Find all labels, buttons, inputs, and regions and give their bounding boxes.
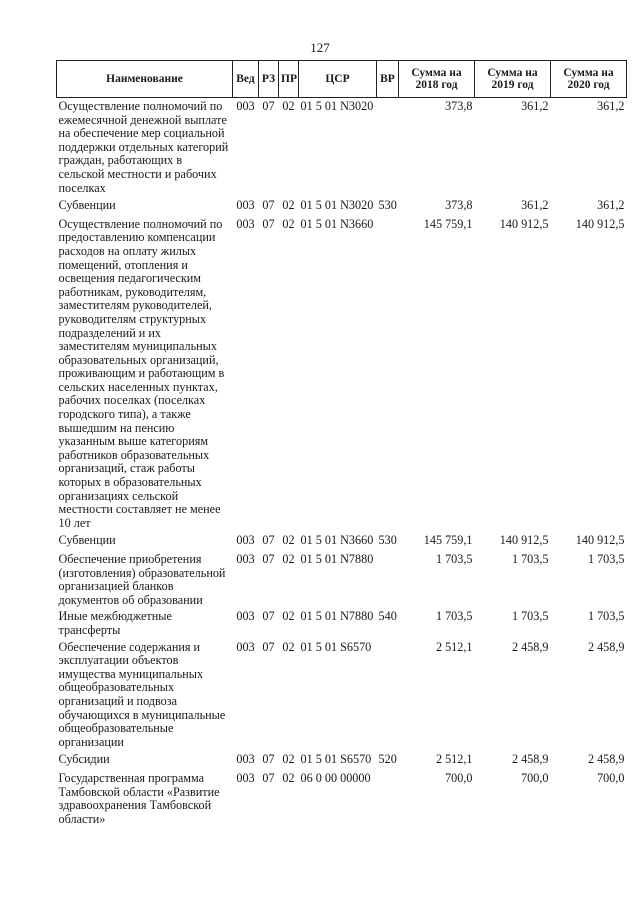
row-sum-2019: 140 912,5 xyxy=(499,216,549,231)
table-row xyxy=(57,531,627,551)
row-name: Осуществление полномочий по ежемесячной денежной выплате на обеспечение мер социальной поддержки отдельных категорий граждан, работающих в сельской местности и рабочих поселках xyxy=(58,99,229,195)
row-sum-2019: 361,2 xyxy=(521,99,549,113)
row-ved: 003 xyxy=(236,552,255,566)
row-vr: 540 xyxy=(378,609,397,624)
row-rz: 07 xyxy=(262,770,275,785)
header-name: Наименование xyxy=(57,61,233,98)
row-pr: 02 xyxy=(282,198,295,213)
row-sum-2020: 1 703,5 xyxy=(587,609,625,624)
table-row xyxy=(57,770,627,827)
row-vr xyxy=(377,216,399,532)
row-ved: 003 xyxy=(236,198,255,213)
row-pr: 02 xyxy=(282,639,295,654)
row-pr: 02 xyxy=(282,552,295,566)
row-name: Осуществление полномочий по предоставлению компенсации расходов на оплату жилых помещений, отопления и освещения педагогическим работникам, руководителям, заместителям руководителей, руководителям структурных подразделений и их заместителям муниципальных образовательных организаций, проживающим и работающим в сельских населенных пунктах, рабочих поселках (поселках городского типа), а также вышедшим на пенсию указанным выше категориям работников образовательных организаций, стаж работы которых в образовательных организациях сельской местности составляет не менее 10 лет xyxy=(58,216,225,530)
row-ved: 003 xyxy=(236,770,255,785)
row-csr: 01 5 01 N3660 xyxy=(300,533,374,548)
row-sum-2019: 140 912,5 xyxy=(499,533,549,548)
row-ved: 003 xyxy=(236,533,255,548)
row-sum-2019: 2 458,9 xyxy=(511,752,549,767)
row-rz: 07 xyxy=(262,609,275,624)
row-ved: 003 xyxy=(236,99,255,113)
row-csr: 01 5 01 S6570 xyxy=(300,639,372,654)
row-vr: 520 xyxy=(378,752,397,767)
row-sum-2020: 2 458,9 xyxy=(587,639,625,654)
row-rz: 07 xyxy=(262,752,275,767)
header-rz: РЗ xyxy=(259,61,279,98)
row-sum-2018: 2 512,1 xyxy=(435,639,473,654)
row-sum-2020: 140 912,5 xyxy=(575,533,625,548)
row-csr: 06 0 00 00000 xyxy=(300,770,371,785)
row-csr: 01 5 01 N3020 xyxy=(300,99,374,113)
row-sum-2020: 361,2 xyxy=(597,99,625,113)
row-csr: 01 5 01 N3660 xyxy=(300,216,374,231)
row-sum-2019: 700,0 xyxy=(521,770,549,785)
row-rz: 07 xyxy=(262,99,275,113)
row-ved: 003 xyxy=(236,752,255,767)
row-sum-2018: 1 703,5 xyxy=(435,552,473,566)
row-sum-2019: 1 703,5 xyxy=(511,552,549,566)
row-name: Обеспечение приобретения (изготовления) образовательной организацией бланков документов об образовании xyxy=(58,552,226,607)
row-sum-2018: 373,8 xyxy=(445,198,473,213)
row-vr xyxy=(377,770,399,827)
row-sum-2020: 700,0 xyxy=(597,770,625,785)
table-row xyxy=(57,551,627,608)
row-name: Субвенции xyxy=(58,533,116,548)
row-pr: 02 xyxy=(282,752,295,767)
row-csr: 01 5 01 N7880 xyxy=(300,552,374,566)
row-sum-2020: 140 912,5 xyxy=(575,216,625,231)
table-header-row xyxy=(57,61,627,98)
row-rz: 07 xyxy=(262,198,275,213)
row-sum-2018: 2 512,1 xyxy=(435,752,473,767)
row-sum-2018: 145 759,1 xyxy=(423,216,473,231)
row-name: Субвенции xyxy=(58,198,116,213)
header-2018: Сумма на 2018 год xyxy=(399,61,475,98)
row-name: Иные межбюджетные трансферты xyxy=(58,609,172,637)
table-row xyxy=(57,639,627,751)
budget-table xyxy=(56,60,627,827)
header-vr: ВР xyxy=(377,61,399,98)
row-sum-2019: 2 458,9 xyxy=(511,639,549,654)
row-vr xyxy=(377,639,399,751)
row-vr xyxy=(377,551,399,608)
row-pr: 02 xyxy=(282,533,295,548)
row-sum-2020: 1 703,5 xyxy=(587,552,625,566)
header-2019: Сумма на 2019 год xyxy=(475,61,551,98)
row-csr: 01 5 01 S6570 xyxy=(300,752,372,767)
header-csr: ЦСР xyxy=(299,61,377,98)
row-rz: 07 xyxy=(262,552,275,566)
row-sum-2018: 145 759,1 xyxy=(423,533,473,548)
row-vr xyxy=(377,98,399,197)
table-row xyxy=(57,216,627,532)
row-vr: 530 xyxy=(378,533,397,548)
row-pr: 02 xyxy=(282,216,295,231)
row-name: Государственная программа Тамбовской области «Развитие здравоохранения Тамбовской области» xyxy=(58,770,220,826)
row-pr: 02 xyxy=(282,770,295,785)
table-row xyxy=(57,98,627,197)
row-name: Субсидии xyxy=(58,752,110,767)
row-pr: 02 xyxy=(282,609,295,624)
row-sum-2020: 2 458,9 xyxy=(587,752,625,767)
row-vr: 530 xyxy=(378,198,397,213)
row-pr: 02 xyxy=(282,99,295,113)
row-ved: 003 xyxy=(236,609,255,624)
row-ved: 003 xyxy=(236,216,255,231)
row-name: Обеспечение содержания и эксплуатации объектов имущества муниципальных общеобразовательных организаций и подвоза обучающихся в муниципальные общеобразовательные организации xyxy=(58,639,226,749)
row-sum-2018: 373,8 xyxy=(445,99,473,113)
row-csr: 01 5 01 N7880 xyxy=(300,609,374,624)
page-number: 127 xyxy=(310,40,330,55)
row-sum-2018: 700,0 xyxy=(445,770,473,785)
row-sum-2018: 1 703,5 xyxy=(435,609,473,624)
header-ved: Вед xyxy=(233,61,259,98)
row-sum-2019: 361,2 xyxy=(521,198,549,213)
table-row xyxy=(57,750,627,770)
row-rz: 07 xyxy=(262,533,275,548)
table-row xyxy=(57,196,627,216)
header-2020: Сумма на 2020 год xyxy=(551,61,627,98)
row-csr: 01 5 01 N3020 xyxy=(300,198,374,213)
table-row xyxy=(57,608,627,638)
row-sum-2020: 361,2 xyxy=(597,198,625,213)
header-pr: ПР xyxy=(279,61,299,98)
row-sum-2019: 1 703,5 xyxy=(511,609,549,624)
row-rz: 07 xyxy=(262,216,275,231)
row-rz: 07 xyxy=(262,639,275,654)
row-ved: 003 xyxy=(236,639,255,654)
